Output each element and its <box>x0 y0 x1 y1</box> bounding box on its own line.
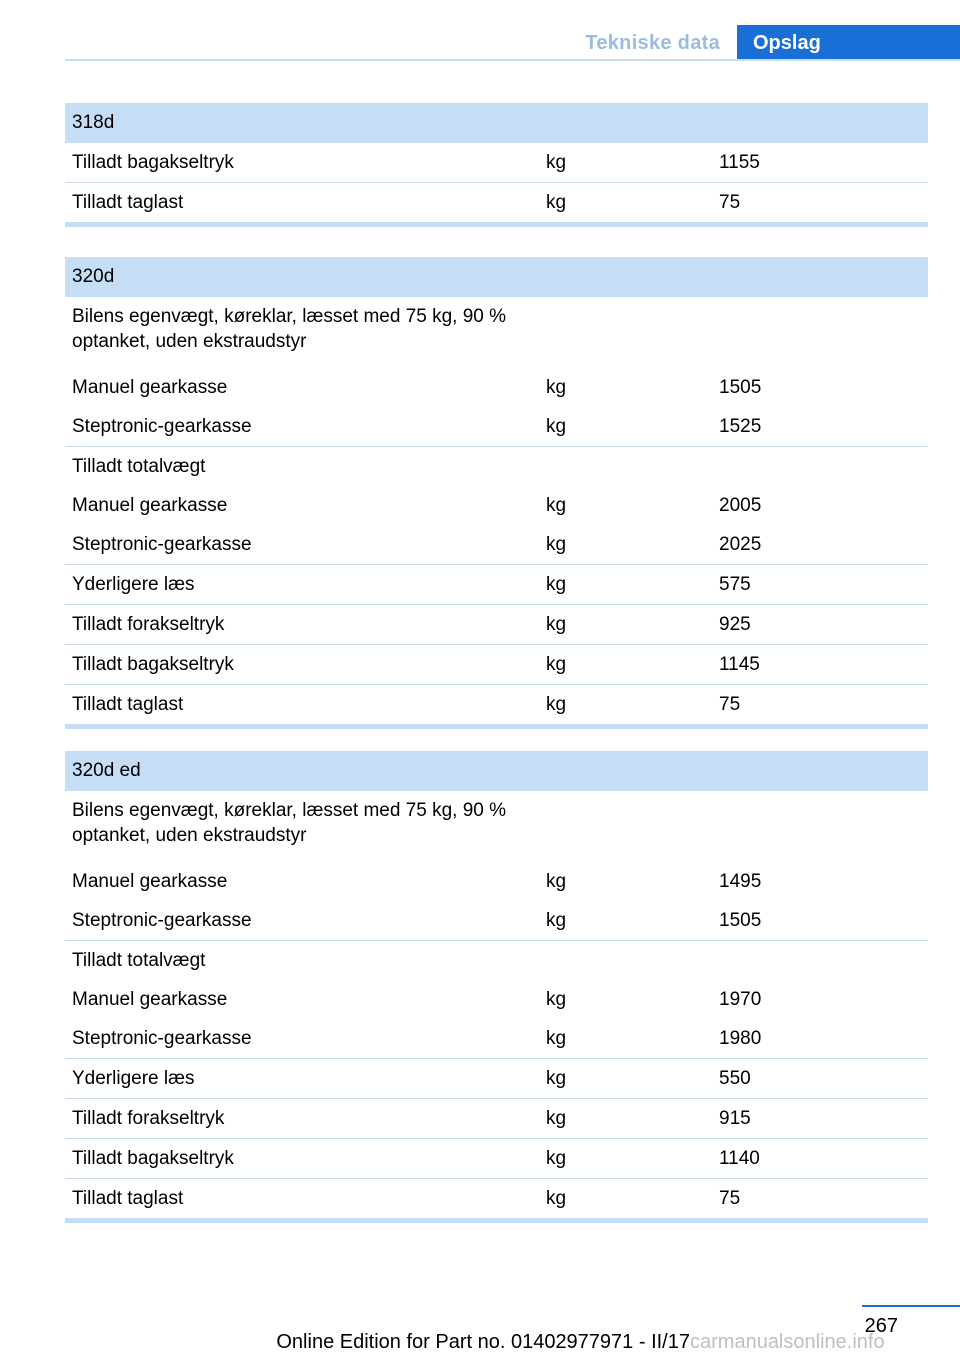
row-unit: kg <box>546 1148 567 1169</box>
chapter-tab: Opslag <box>737 25 960 61</box>
table-end-bar <box>65 1218 928 1223</box>
row-label: Steptronic-gearkasse <box>72 416 252 437</box>
table-row <box>65 143 928 183</box>
table-row <box>65 565 928 605</box>
row-label: Bilens egenvægt, køreklar, læsset med 75 kg, 90 % optanket, uden ekstraudstyr <box>72 800 507 846</box>
row-label: Steptronic-gearkasse <box>72 534 252 555</box>
row-unit: kg <box>546 495 567 516</box>
row-label: Tilladt forakseltryk <box>72 614 225 635</box>
row-unit: kg <box>546 989 567 1010</box>
row-value: 75 <box>719 694 741 715</box>
row-label: Manuel gearkasse <box>72 871 228 892</box>
row-label: Tilladt bagakseltryk <box>72 152 234 173</box>
row-label: Manuel gearkasse <box>72 495 228 516</box>
table-row <box>65 447 928 486</box>
row-label: Tilladt bagakseltryk <box>72 654 234 675</box>
row-label: Manuel gearkasse <box>72 377 228 398</box>
section-title: Tekniske data <box>585 32 720 54</box>
row-unit: kg <box>546 910 567 931</box>
row-label: Tilladt taglast <box>72 694 184 715</box>
table-row <box>65 941 928 980</box>
table-end-bar <box>65 724 928 729</box>
table-header: 318d <box>65 103 928 143</box>
row-value: 1495 <box>719 871 762 892</box>
page-number: 267 <box>864 1315 898 1337</box>
row-unit: kg <box>546 574 567 595</box>
table-row <box>65 901 928 941</box>
table-row <box>65 407 928 447</box>
row-value: 575 <box>719 574 751 595</box>
row-value: 925 <box>719 614 751 635</box>
table-row <box>65 183 928 222</box>
row-unit: kg <box>546 654 567 675</box>
row-label: Yderligere læs <box>72 574 195 595</box>
row-label: Steptronic-gearkasse <box>72 1028 252 1049</box>
row-value: 75 <box>719 192 741 213</box>
table-row <box>65 1019 928 1059</box>
table-row <box>65 605 928 645</box>
row-label: Tilladt bagakseltryk <box>72 1148 234 1169</box>
table-header: 320d ed <box>65 751 928 791</box>
row-value: 1505 <box>719 910 762 931</box>
table-row <box>65 1179 928 1218</box>
row-value: 75 <box>719 1188 741 1209</box>
table-row <box>65 368 928 407</box>
table-row <box>65 685 928 724</box>
row-label: Yderligere læs <box>72 1068 195 1089</box>
row-value: 1970 <box>719 989 762 1010</box>
row-value: 1155 <box>719 152 760 173</box>
row-unit: kg <box>546 152 567 173</box>
row-value: 2005 <box>719 495 762 516</box>
table-row <box>65 1099 928 1139</box>
row-value: 1980 <box>719 1028 762 1049</box>
table-row <box>65 791 928 862</box>
row-unit: kg <box>546 416 567 437</box>
table-end-bar <box>65 222 928 227</box>
table-row <box>65 486 928 525</box>
table-row <box>65 297 928 368</box>
row-value: 915 <box>719 1108 751 1129</box>
table-row <box>65 1059 928 1099</box>
spec-table-320d <box>65 257 928 729</box>
row-unit: kg <box>546 614 567 635</box>
row-value: 1145 <box>719 654 760 675</box>
row-value: 1140 <box>719 1148 760 1169</box>
row-unit: kg <box>546 1108 567 1129</box>
row-label: Manuel gearkasse <box>72 989 228 1010</box>
row-value: 550 <box>719 1068 751 1089</box>
row-value: 2025 <box>719 534 762 555</box>
row-label: Tilladt taglast <box>72 1188 184 1209</box>
edition-note: Online Edition for Part no. 01402977971 - II/17 <box>276 1331 690 1353</box>
table-row <box>65 862 928 901</box>
row-unit: kg <box>546 1188 567 1209</box>
running-header <box>65 25 960 61</box>
row-label: Steptronic-gearkasse <box>72 910 252 931</box>
row-unit: kg <box>546 1028 567 1049</box>
table-row <box>65 525 928 565</box>
table-row <box>65 980 928 1019</box>
row-unit: kg <box>546 1068 567 1089</box>
row-label: Tilladt taglast <box>72 192 184 213</box>
footer-rule <box>862 1305 960 1307</box>
row-unit: kg <box>546 694 567 715</box>
row-label: Tilladt totalvægt <box>72 950 206 971</box>
spec-table-320d-ed <box>65 751 928 1223</box>
spec-table-318d <box>65 103 928 227</box>
row-label: Tilladt forakseltryk <box>72 1108 225 1129</box>
header-rule <box>65 59 960 61</box>
watermark: carmanualsonline.info <box>690 1331 885 1353</box>
row-unit: kg <box>546 192 567 213</box>
table-row <box>65 1139 928 1179</box>
row-unit: kg <box>546 871 567 892</box>
table-header: 320d <box>65 257 928 297</box>
row-value: 1525 <box>719 416 762 437</box>
row-label: Tilladt totalvægt <box>72 456 206 477</box>
row-unit: kg <box>546 377 567 398</box>
table-row <box>65 645 928 685</box>
row-value: 1505 <box>719 377 762 398</box>
row-unit: kg <box>546 534 567 555</box>
row-label: Bilens egenvægt, køreklar, læsset med 75 kg, 90 % optanket, uden ekstraudstyr <box>72 306 507 352</box>
